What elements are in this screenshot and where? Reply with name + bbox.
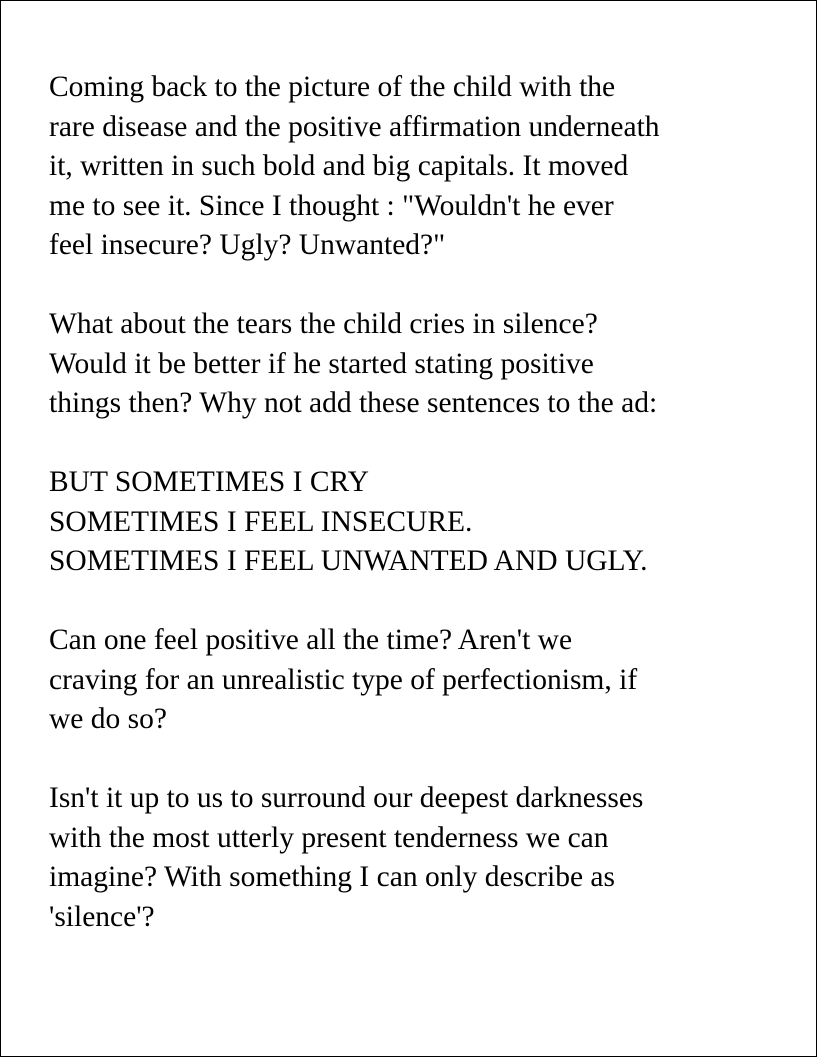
paragraph-perfectionism — [49, 621, 789, 740]
text-line: with the most utterly present tenderness we can — [49, 821, 609, 854]
text-line: craving for an unrealistic type of perfectionism, if — [49, 663, 638, 696]
text-line: Coming back to the picture of the child with the — [49, 71, 616, 103]
text-line: SOMETIMES I FEEL UNWANTED AND UGLY. — [49, 545, 648, 577]
text-line: it, written in such bold and big capitals. It moved — [49, 150, 629, 182]
text-line: BUT SOMETIMES I CRY — [49, 466, 369, 498]
text-line: Can one feel positive all the time? Aren't we — [49, 624, 573, 656]
text-line: we do so? — [49, 703, 167, 735]
text-line: feel insecure? Ugly? Unwanted?" — [49, 229, 446, 261]
paragraph-tears — [49, 305, 789, 424]
paragraph-silence — [49, 779, 789, 937]
text-line: SOMETIMES I FEEL INSECURE. — [49, 505, 473, 538]
document-text — [49, 68, 789, 977]
text-line: Isn't it up to us to surround our deepest darknesses — [49, 782, 644, 814]
text-line: things then? Why not add these sentences to the ad: — [49, 387, 658, 419]
text-line: 'silence'? — [49, 900, 155, 933]
text-line: imagine? With something I can only describe as — [49, 861, 615, 893]
text-line: What about the tears the child cries in silence? — [49, 308, 598, 340]
paragraph-child-picture — [49, 68, 789, 266]
text-line: Would it be better if he started stating positive — [49, 347, 594, 380]
paragraph-ad-sentences — [49, 463, 789, 582]
text-line: me to see it. Since I thought : "Wouldn't he ever — [49, 189, 614, 222]
text-line: rare disease and the positive affirmation underneath — [49, 110, 660, 143]
